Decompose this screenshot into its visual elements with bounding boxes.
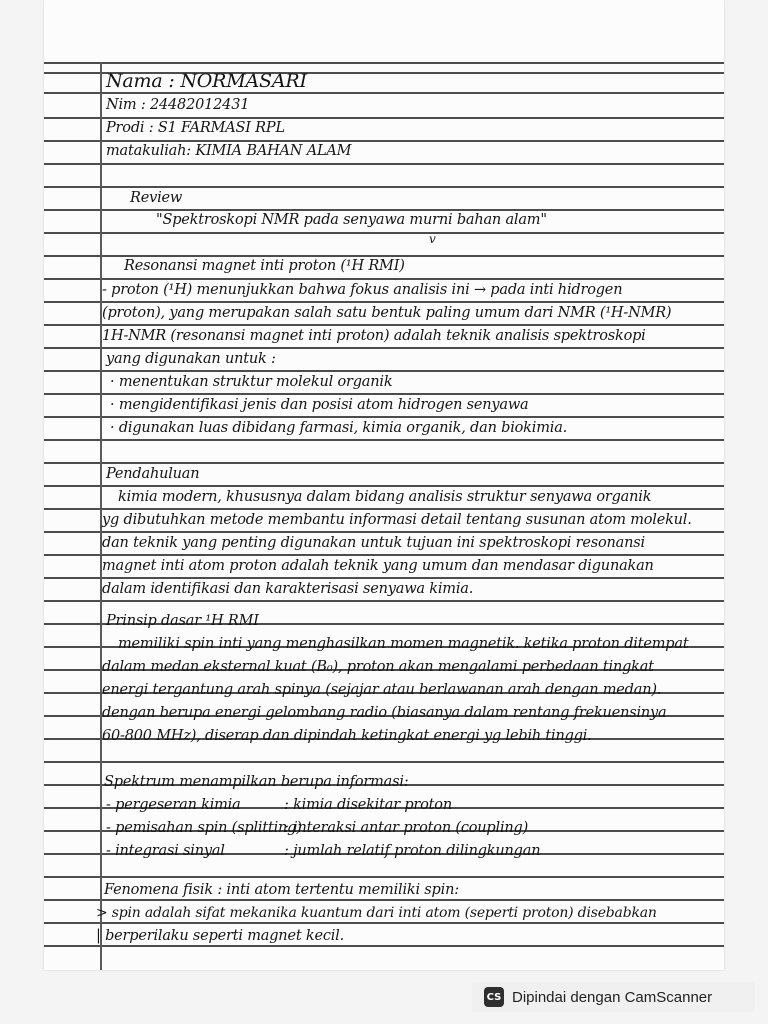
bullet-item: · mengidentifikasi jenis dan posisi atom hidrogen senyawa	[110, 397, 529, 413]
rule-line	[44, 324, 724, 326]
text-line: 60-800 MHz), diserap dan dipindah ketingkat energi yg lebih tinggi.	[102, 728, 592, 744]
watermark-text: Dipindai dengan CamScanner	[512, 988, 713, 1006]
rule-line	[44, 92, 724, 94]
rule-line	[44, 255, 724, 257]
camscanner-watermark	[472, 982, 755, 1012]
rule-line	[44, 117, 724, 119]
text-line: 1H-NMR (resonansi magnet inti proton) adalah teknik analisis spektroskopi	[102, 328, 646, 344]
rule-line	[44, 186, 724, 188]
rule-line	[44, 485, 724, 487]
rule-line	[44, 163, 724, 165]
rule-line	[44, 945, 724, 947]
rule-line	[44, 370, 724, 372]
nim-line: Nim : 24482012431	[106, 97, 250, 113]
text-line: magnet inti atom proton adalah teknik yang umum dan mendasar digunakan	[102, 558, 654, 574]
rule-line	[44, 301, 724, 303]
section-heading-spektrum: Spektrum menampilkan berupa informasi:	[104, 774, 409, 790]
rule-line	[44, 577, 724, 579]
text-line: yang digunakan untuk :	[106, 351, 276, 367]
text-line: dalam identifikasi dan karakterisasi senyawa kimia.	[102, 581, 474, 597]
section-heading-prinsip: Prinsip dasar ¹H RMI	[106, 613, 259, 629]
matakuliah-line: matakuliah: KIMIA BAHAN ALAM	[106, 143, 352, 159]
section-heading-fenomena: Fenomena fisik : inti atom tertentu memiliki spin:	[104, 882, 459, 898]
rule-line	[44, 508, 724, 510]
text-line: dalam medan eksternal kuat (B₀), proton akan mengalami perbedaan tingkat	[102, 659, 654, 675]
bullet-item: · menentukan struktur molekul organik	[110, 374, 393, 390]
rule-line	[44, 278, 724, 280]
spektrum-item-desc: : jumlah relatif proton dilingkungan	[284, 843, 541, 859]
bullet-item: · digunakan luas dibidang farmasi, kimia organik, dan biokimia.	[110, 420, 568, 436]
prodi-line: Prodi : S1 FARMASI RPL	[106, 120, 285, 136]
rule-line	[44, 876, 724, 878]
spektrum-item-desc: : kimia disekitar proton	[284, 797, 452, 813]
spektrum-item-label: - integrasi sinyal	[106, 843, 225, 859]
rule-line	[44, 554, 724, 556]
rule-line	[44, 347, 724, 349]
review-title: "Spektroskopi NMR pada senyawa murni bahan alam"	[156, 212, 547, 228]
review-label: Review	[130, 190, 183, 206]
rule-line	[44, 531, 724, 533]
rule-line	[44, 899, 724, 901]
rule-line	[44, 393, 724, 395]
text-line: | berperilaku seperti magnet kecil.	[96, 928, 345, 944]
camscanner-icon: CS	[484, 987, 504, 1007]
rule-line	[44, 416, 724, 418]
text-line: dan teknik yang penting digunakan untuk tujuan ini spektroskopi resonansi	[102, 535, 645, 551]
text-line: dengan berupa energi gelombang radio (biasanya dalam rentang frekuensinya	[102, 705, 667, 721]
rule-line	[44, 140, 724, 142]
spektrum-item-label: - pergeseran kimia	[106, 797, 241, 813]
text-line: memiliki spin inti yang menghasilkan momen magnetik. ketika proton ditempat	[118, 636, 689, 652]
rule-line	[44, 761, 724, 763]
rule-line	[44, 600, 724, 602]
text-line: yg dibutuhkan metode membantu informasi detail tentang susunan atom molekul.	[102, 512, 692, 528]
caret-mark: v	[429, 232, 436, 246]
text-line: energi tergantung arah spinya (sejajar atau berlawanan arah dengan medan).	[102, 682, 662, 698]
notebook-page	[44, 0, 724, 970]
rule-line	[44, 62, 724, 64]
rule-line	[44, 462, 724, 464]
name-line: Nama : NORMASARI	[106, 70, 307, 92]
section-heading-rmi: Resonansi magnet inti proton (¹H RMI)	[124, 258, 405, 274]
text-line: > spin adalah sifat mekanika kuantum dari inti atom (seperti proton) disebabkan	[96, 905, 657, 921]
rule-line	[44, 439, 724, 441]
rule-line	[44, 922, 724, 924]
spektrum-item-desc: : interaksi antar proton (coupling)	[284, 820, 529, 836]
spektrum-item-label: - pemisahan spin (splitting)	[106, 820, 302, 836]
text-line: kimia modern, khususnya dalam bidang analisis struktur senyawa organik	[118, 489, 652, 505]
text-line: - proton (¹H) menunjukkan bahwa fokus analisis ini → pada inti hidrogen	[102, 282, 623, 298]
text-line: (proton), yang merupakan salah satu bentuk paling umum dari NMR (¹H-NMR)	[102, 305, 672, 321]
rule-line	[44, 232, 724, 234]
section-heading-pendahuluan: Pendahuluan	[106, 466, 200, 482]
rule-line	[44, 209, 724, 211]
